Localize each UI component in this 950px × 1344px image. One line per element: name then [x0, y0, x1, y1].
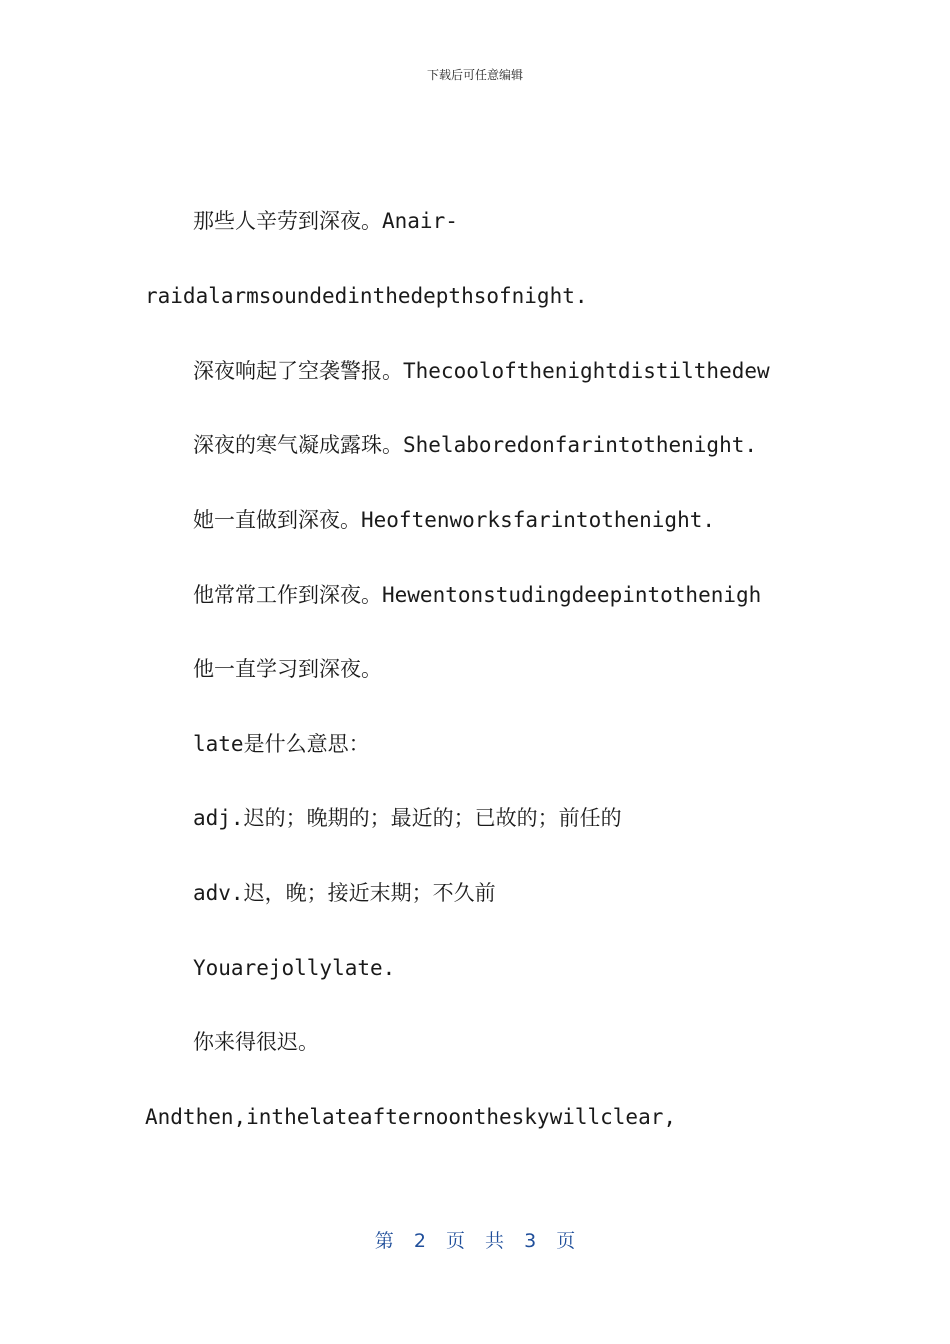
text-line: adv.迟，晚；接近末期；不久前 — [193, 881, 496, 905]
text-line: 深夜的寒气凝成露珠。Shelaboredonfarintothenight. — [193, 433, 758, 457]
footer-prefix: 第 — [374, 1230, 394, 1252]
footer-page-number: 2 — [413, 1230, 426, 1252]
text-line: Andthen,inthelateafternoontheskywillclear, — [145, 1105, 677, 1129]
page-header: 下载后可任意编辑 — [426, 68, 523, 82]
text-line: 他一直学习到深夜。 — [193, 657, 382, 681]
text-line: adj.迟的；晚期的；最近的；已故的；前任的 — [193, 806, 622, 830]
text-line: 他常常工作到深夜。Hewentonstudingdeepintothenigh — [193, 583, 762, 607]
footer-middle: 页 共 — [445, 1230, 505, 1252]
text-line: 你来得很迟。 — [193, 1030, 319, 1054]
text-line: late是什么意思： — [193, 732, 370, 756]
footer-suffix: 页 — [556, 1230, 576, 1252]
page-footer — [0, 1226, 950, 1253]
text-line: 她一直做到深夜。Heoftenworksfarintothenight. — [193, 508, 716, 532]
text-line: 深夜响起了空袭警报。Thecoolofthenightdistilthedew — [193, 359, 770, 383]
text-line: Youarejollylate. — [193, 956, 396, 980]
footer-total-pages: 3 — [524, 1230, 537, 1252]
text-line: raidalarmsoundedinthedepthsofnight. — [145, 284, 588, 308]
text-line: 那些人辛劳到深夜。Anair- — [193, 209, 458, 233]
